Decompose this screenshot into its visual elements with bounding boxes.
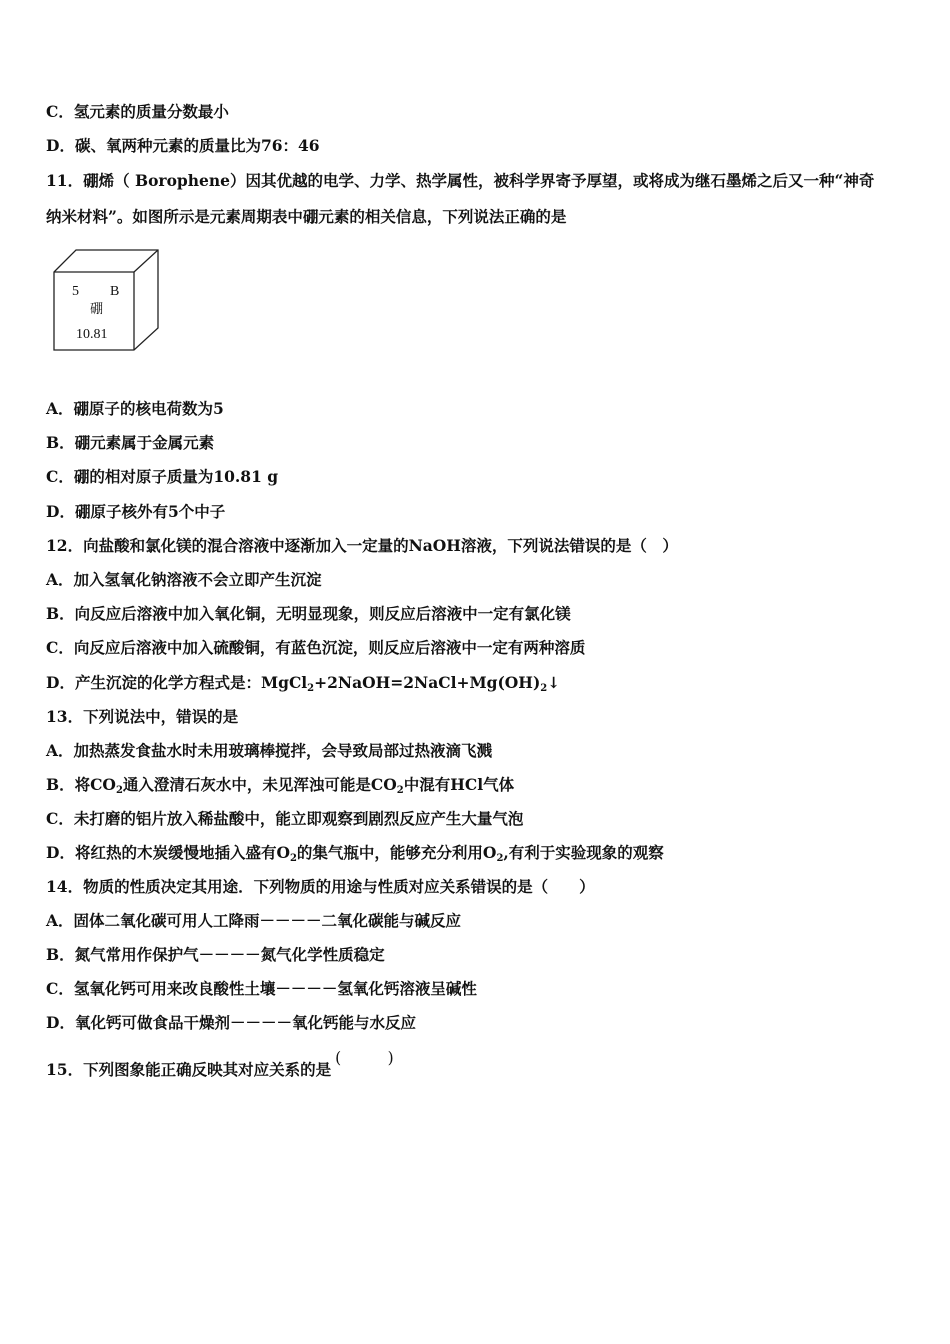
question-15-stem — [46, 1049, 394, 1080]
option-10-d: D．碳、氧两种元素的质量比为76：46 — [46, 136, 320, 155]
option-12-c: C．向反应后溶液中加入硫酸铜，有蓝色沉淀，则反应后溶液中一定有两种溶质 — [46, 638, 586, 657]
subscript: 2 — [396, 785, 404, 796]
subscript: 2 — [540, 683, 548, 694]
option-14-b: B．氮气常用作保护气－－－－氮气化学性质稳定 — [46, 945, 385, 964]
option-11-b: B．硼元素属于金属元素 — [46, 433, 215, 452]
option-12-a: A．加入氢氧化钠溶液不会立即产生沉淀 — [46, 570, 322, 589]
option-14-a: A．固体二氧化碳可用人工降雨－－－－二氧化碳能与碱反应 — [46, 911, 462, 930]
option-13-b-text-3: 中混有HCl气体 — [403, 775, 515, 794]
down-arrow-icon: ↓ — [547, 673, 561, 692]
question-11-stem-line-1: 11．硼烯（ Borophene）因其优越的电学、力学、热学属性，被科学界寄予厚望，或将成为继石墨烯之后又一种“神奇 — [46, 171, 875, 190]
subscript: 2 — [496, 853, 504, 864]
option-13-b — [46, 775, 514, 795]
option-14-c: C．氢氧化钙可用来改良酸性土壤－－－－氢氧化钙溶液呈碱性 — [46, 979, 477, 998]
option-12-d — [46, 673, 560, 693]
element-symbol: B — [110, 284, 120, 299]
atomic-number: 5 — [72, 284, 79, 299]
option-13-a: A．加热蒸发食盐水时未用玻璃棒搅拌，会导致局部过热液滴飞溅 — [46, 741, 493, 760]
option-12-b: B．向反应后溶液中加入氧化铜，无明显现象，则反应后溶液中一定有氯化镁 — [46, 604, 571, 623]
option-13-d-text-3: ,有利于实验现象的观察 — [503, 843, 664, 862]
question-14-stem: 14．物质的性质决定其用途．下列物质的用途与性质对应关系错误的是（ ） — [46, 877, 595, 896]
option-13-b-text-1: B．将CO — [46, 775, 116, 794]
subscript: 2 — [115, 785, 123, 796]
option-13-d — [46, 843, 664, 863]
question-13-stem: 13．下列说法中，错误的是 — [46, 707, 239, 726]
atomic-mass: 10.81 — [76, 327, 108, 342]
option-11-d: D．硼原子核外有5个中子 — [46, 502, 226, 521]
answer-blank-parentheses: ( ) — [335, 1049, 394, 1067]
question-11-stem-line-2: 纳米材料”。如图所示是元素周期表中硼元素的相关信息，下列说法正确的是 — [46, 207, 567, 226]
option-11-a: A．硼原子的核电荷数为5 — [46, 399, 224, 418]
subscript: 2 — [289, 853, 297, 864]
option-13-b-text-2: 通入澄清石灰水中，未见浑浊可能是CO — [122, 775, 397, 794]
option-13-d-text-2: 的集气瓶中，能够充分利用O — [296, 843, 497, 862]
option-14-d: D．氧化钙可做食品干燥剂－－－－氧化钙能与水反应 — [46, 1013, 416, 1032]
option-10-c: C．氢元素的质量分数最小 — [46, 102, 229, 121]
question-15-text: 15．下列图象能正确反映其对应关系的是 — [46, 1060, 332, 1079]
element-name: 硼 — [90, 302, 104, 317]
question-12-stem: 12．向盐酸和氯化镁的混合溶液中逐渐加入一定量的NaOH溶液，下列说法错误的是（ ） — [46, 536, 678, 555]
boron-element-cell — [52, 248, 160, 352]
option-12-d-text-1: D．产生沉淀的化学方程式是：MgCl — [46, 673, 308, 692]
option-13-d-text-1: D．将红热的木炭缓慢地插入盛有O — [46, 843, 290, 862]
option-13-c: C．未打磨的铝片放入稀盐酸中，能立即观察到剧烈反应产生大量气泡 — [46, 809, 524, 828]
option-12-d-text-2: +2NaOH=2NaCl+Mg(OH) — [314, 673, 541, 692]
subscript: 2 — [307, 683, 315, 694]
option-11-c: C．硼的相对原子质量为10.81 g — [46, 467, 279, 486]
